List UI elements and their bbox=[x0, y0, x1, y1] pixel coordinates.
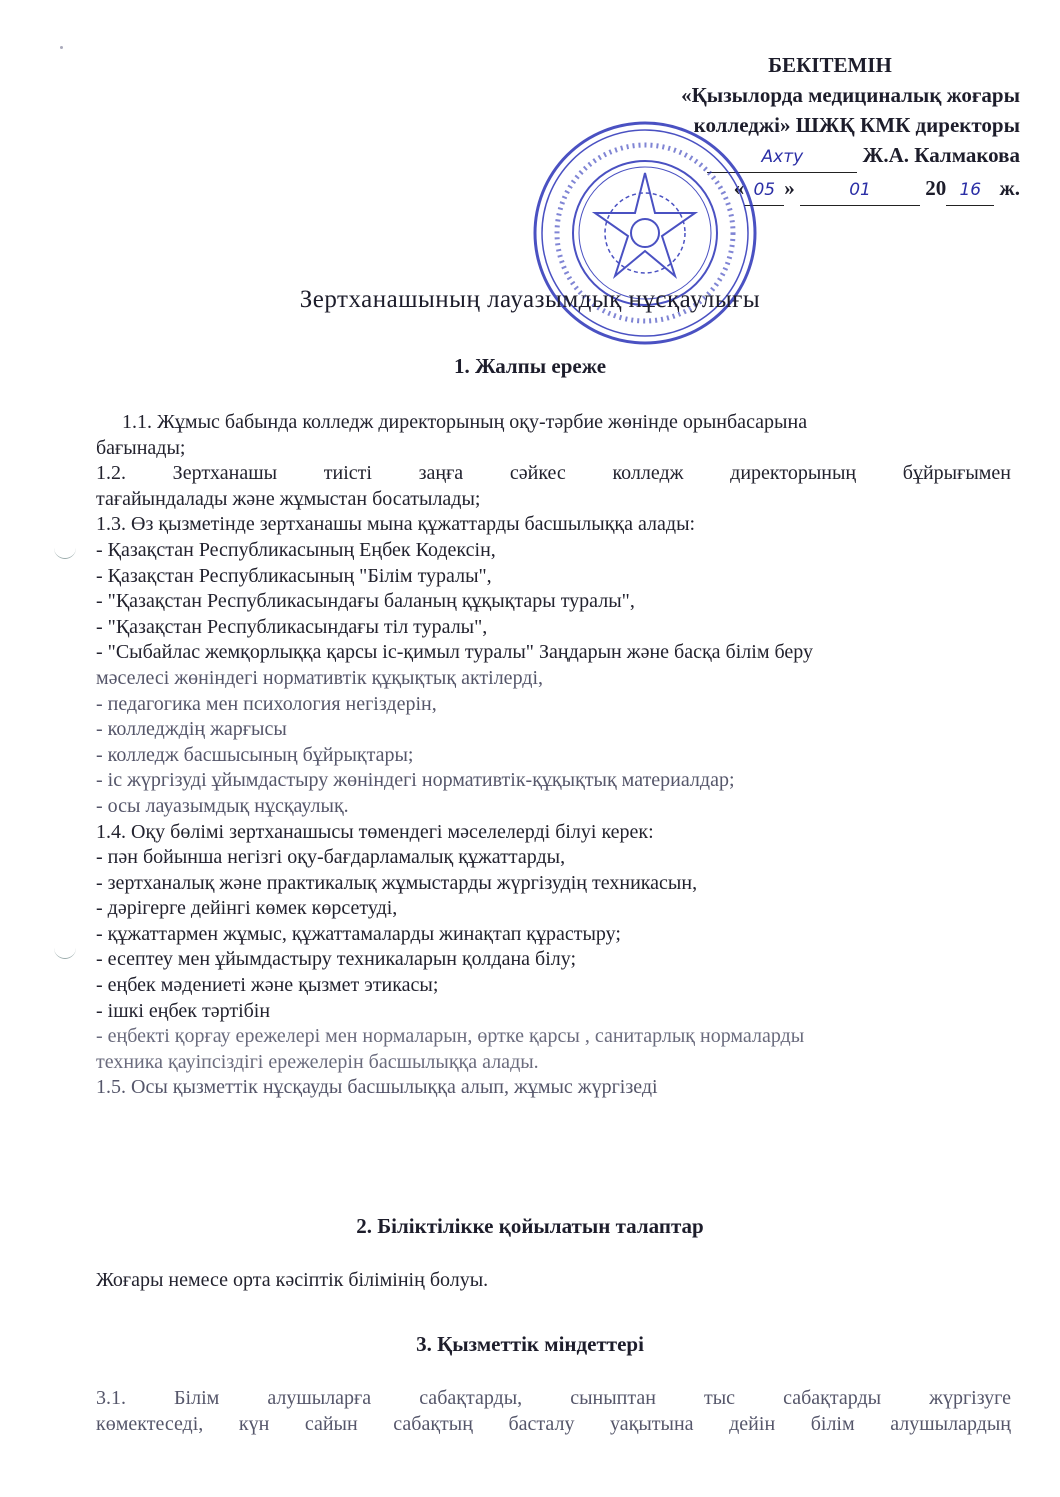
date-year-blank bbox=[946, 173, 994, 206]
section-1-line: - еңбек мәдениеті және қызмет этикасы; bbox=[96, 974, 439, 997]
section-1-line: - педагогика мен психология негіздерін, bbox=[96, 692, 437, 715]
section-1-line: - "Қазақстан Республикасындағы баланың құқықтары туралы", bbox=[96, 590, 635, 613]
section-3-body bbox=[96, 1386, 1011, 1437]
date-year-prefix: 20 bbox=[925, 176, 947, 200]
section-1-line: - Қазақстан Республикасының "Білім туралы", bbox=[96, 564, 492, 587]
director-name: Ж.А. Калмакова bbox=[862, 143, 1020, 167]
section-1-line: 1.4. Оқу бөлімі зертханашысы төмендегі мәселелерді білуі керек: bbox=[96, 820, 654, 843]
section-1-line: мәселесі жөніндегі нормативтік құқықтық актілерді, bbox=[96, 666, 544, 689]
punch-hole-mark bbox=[54, 948, 76, 959]
section-1-line: - "Сыбайлас жемқорлыққа қарсы іс-қимыл туралы" Заңдарын және басқа білім беру bbox=[96, 641, 814, 664]
approval-title: БЕКІТЕМІН bbox=[768, 53, 892, 77]
section-1-line: 1.5. Осы қызметтік нұсқауды басшылыққа алып, жұмыс жүргізеді bbox=[96, 1076, 658, 1099]
section-1-line: - есептеу мен ұйымдастыру техникаларын қолдана білу; bbox=[96, 948, 577, 971]
section-1-line: - ішкі еңбек тәртібін bbox=[96, 999, 271, 1022]
date-month: 01 bbox=[849, 180, 871, 200]
section-2-text: Жоғары немесе орта кәсіптік білімінің болуы. bbox=[96, 1269, 489, 1291]
section-1-line: - еңбекті қорғау ережелері мен нормаларын, өртке қарсы , санитарлық нормаларды bbox=[96, 1025, 805, 1048]
section-3-line: 3.1. Білім алушыларға сабақтарды, сыныптан тыс сабақтарды жүргізуге bbox=[96, 1387, 1011, 1409]
date-close-quote: » bbox=[784, 176, 795, 200]
date-open-quote: « bbox=[733, 176, 745, 200]
date-month-blank bbox=[800, 173, 920, 206]
section-1-line: - дәрігерге дейінгі көмек көрсетуді, bbox=[96, 897, 398, 920]
section-1-body bbox=[96, 410, 1011, 1101]
section-1-line: тағайындалады және жұмыстан босатылады; bbox=[96, 487, 481, 510]
section-1-line: техника қауіпсіздігі ережелерін басшылыққа алады. bbox=[96, 1050, 539, 1073]
approval-org-line2: колледжі» ШЖҚ КМК директоры bbox=[693, 113, 1020, 137]
approval-org-line1: «Қызылорда медициналық жоғары bbox=[681, 83, 1020, 107]
section-1-line: 1.3. Өз қызметінде зертханашы мына құжаттарды басшылыққа алады: bbox=[96, 513, 696, 536]
section-1-line: - іс жүргізуді ұйымдастыру жөніндегі нормативтік-құқықтық материалдар; bbox=[96, 769, 735, 792]
section-1-line: - зертханалық және практикалық жұмыстарды жүргізудің техникасын, bbox=[96, 871, 698, 894]
section-1-line: - осы лауазымдық нұсқаулық. bbox=[96, 794, 349, 817]
section-1-line: бағынады; bbox=[96, 436, 186, 459]
section-1-heading: 1. Жалпы ереже bbox=[453, 354, 607, 378]
section-1-line: 1.1. Жұмыс бабында колледж директорының оқу-тәрбие жөнінде орынбасарына bbox=[122, 411, 808, 433]
section-1-line: - Қазақстан Республикасының Еңбек Кодексін, bbox=[96, 538, 496, 561]
section-1-line: - колледждің жарғысы bbox=[96, 718, 287, 741]
section-1-line: - колледж басшысының бұйрықтары; bbox=[96, 743, 414, 766]
scan-speck bbox=[60, 46, 63, 49]
section-3-heading: 3. Қызметтік міндеттері bbox=[416, 1332, 644, 1356]
date-year-suffix: 16 bbox=[959, 180, 982, 200]
punch-hole-mark bbox=[54, 548, 76, 559]
section-2-body bbox=[96, 1268, 1011, 1294]
date-day: 05 bbox=[753, 180, 776, 200]
handwritten-signature: Ахту bbox=[761, 147, 804, 167]
section-1-line: - пән бойынша негізгі оқу-бағдарламалық құжаттарды, bbox=[96, 846, 566, 869]
date-suffix: ж. bbox=[999, 176, 1020, 200]
section-3-line: көмектеседі, күн сайын сабақтың басталу уақытына дейін білім алушылардың bbox=[96, 1412, 1011, 1435]
section-1-line: - құжаттармен жұмыс, құжаттамаларды жинақтап құрастыру; bbox=[96, 922, 621, 945]
section-1-line: 1.2. Зертханашы тиісті заңға сәйкес колледж директорының бұйрығымен bbox=[96, 462, 1011, 485]
section-2-heading: 2. Біліктілікке қойылатын талаптар bbox=[356, 1214, 704, 1238]
section-1-line: - "Қазақстан Республикасындағы тіл туралы", bbox=[96, 615, 488, 638]
document-title: Зертханашының лауазымдық нұсқаулығы bbox=[299, 286, 761, 313]
